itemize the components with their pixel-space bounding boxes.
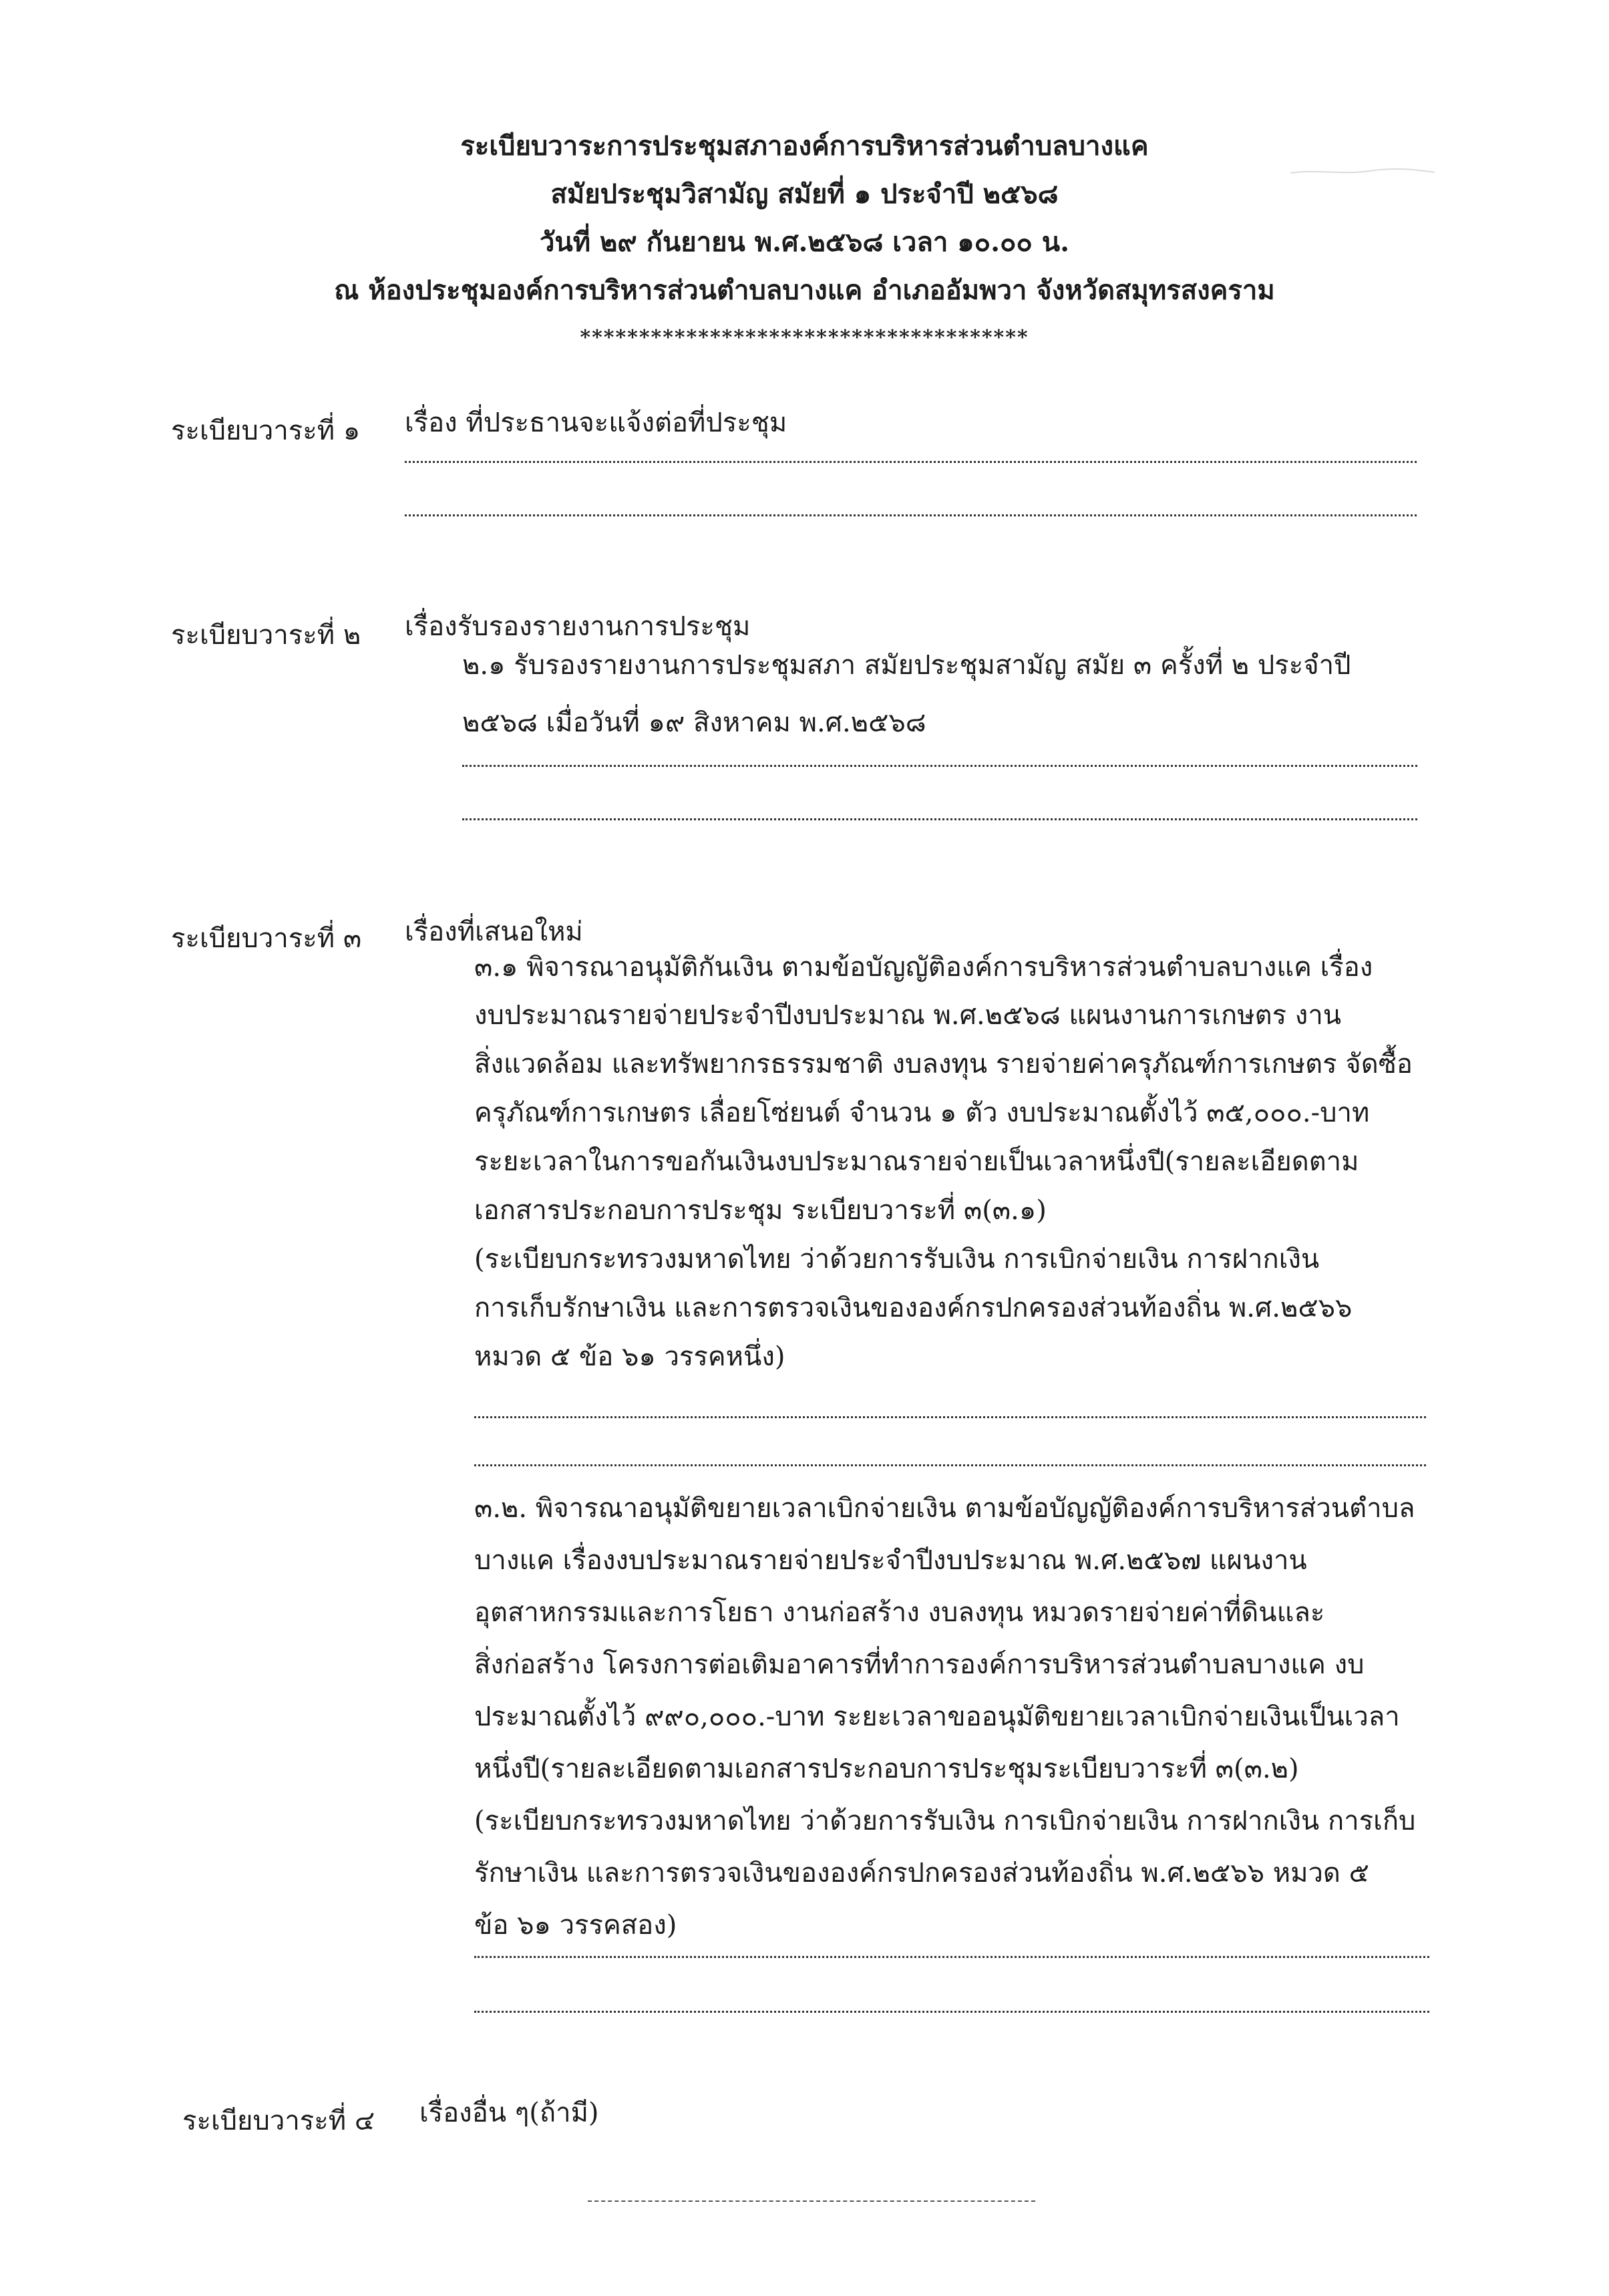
agenda-3-1-line: หมวด ๕ ข้อ ๖๑ วรรคหนึ่ง) [474,1341,785,1372]
agenda-3-1-line: สิ่งแวดล้อม และทรัพยากรธรรมชาติ งบลงทุน รายจ่ายค่าครุภัณฑ์การเกษตร จัดซื้อ [474,1049,1413,1080]
fill-line [405,514,1417,516]
fill-line [474,1416,1426,1418]
fill-line [405,461,1417,463]
scan-smudge [1289,167,1436,176]
agenda-3-2-line: รักษาเงิน และการตรวจเงินขององค์กรปกครองส่วนท้องถิ่น พ.ศ.๒๕๖๖ หมวด ๕ [474,1858,1369,1889]
agenda-3-2-line: ๓.๒. พิจารณาอนุมัติขยายเวลาเบิกจ่ายเงิน ตามข้อบัญญัติองค์การบริหารส่วนตำบล [474,1493,1415,1524]
agenda-4-label: ระเบียบวาระที่ ๔ [182,2106,375,2136]
agenda-3-1-line: เอกสารประกอบการประชุม ระเบียบวาระที่ ๓(๓.๑) [474,1195,1047,1226]
agenda-3-2-line: ข้อ ๖๑ วรรคสอง) [474,1910,677,1941]
agenda-3-subject: เรื่องที่เสนอใหม่ [405,917,583,947]
agenda-3-2-line: หนึ่งปี(รายละเอียดตามเอกสารประกอบการประชุมระเบียบวาระที่ ๓(๓.๒) [474,1754,1299,1784]
agenda-3-2-line: อุตสาหกรรมและการโยธา งานก่อสร้าง งบลงทุน หมวดรายจ่ายค่าที่ดินและ [474,1597,1325,1628]
agenda-3-1-line: ๓.๑ พิจารณาอนุมัติกันเงิน ตามข้อบัญญัติองค์การบริหารส่วนตำบลบางแค เรื่อง [474,952,1373,983]
agenda-1-subject: เรื่อง ที่ประธานจะแจ้งต่อที่ประชุม [405,407,787,438]
agenda-3-label: ระเบียบวาระที่ ๓ [171,923,362,954]
agenda-3-1-line: (ระเบียบกระทรวงมหาดไทย ว่าด้วยการรับเงิน การเบิกจ่ายเงิน การฝากเงิน [474,1244,1320,1275]
fill-line [474,1956,1429,1958]
agenda-2-1-line-1: ๒.๑ รับรองรายงานการประชุมสภา สมัยประชุมสามัญ สมัย ๓ ครั้งที่ ๒ ประจำปี [462,650,1351,681]
header-line-1: ระเบียบวาระการประชุมสภาองค์การบริหารส่วนตำบลบางแค [460,130,1149,162]
agenda-3-2-line: บางแค เรื่องงบประมาณรายจ่ายประจำปีงบประมาณ พ.ศ.๒๕๖๗ แผนงาน [474,1545,1307,1576]
agenda-3-1-line: ระยะเวลาในการขอกันเงินงบประมาณรายจ่ายเป็นเวลาหนึ่งปี(รายละเอียดตาม [474,1146,1359,1177]
agenda-3-2-line: (ระเบียบกระทรวงมหาดไทย ว่าด้วยการรับเงิน การเบิกจ่ายเงิน การฝากเงิน การเก็บ [474,1806,1416,1836]
agenda-4-subject: เรื่องอื่น ๆ(ถ้ามี) [419,2098,599,2128]
header-line-3: วันที่ ๒๙ กันยายน พ.ศ.๒๕๖๘ เวลา ๑๐.๐๐ น. [539,226,1070,258]
fill-line [462,818,1417,820]
agenda-3-1-line: ครุภัณฑ์การเกษตร เลื่อยโซ่ยนต์ จำนวน ๑ ตัว งบประมาณตั้งไว้ ๓๕,๐๐๐.-บาท [474,1098,1370,1128]
agenda-2-label: ระเบียบวาระที่ ๒ [171,620,361,651]
header-line-4: ณ ห้องประชุมองค์การบริหารส่วนตำบลบางแค อำเภออัมพวา จังหวัดสมุทรสงคราม [334,275,1275,306]
header-separator: ************************************** [580,326,1029,349]
agenda-3-2-line: ประมาณตั้งไว้ ๙๙๐,๐๐๐.-บาท ระยะเวลาขออนุมัติขยายเวลาเบิกจ่ายเงินเป็นเวลา [474,1701,1400,1732]
agenda-3-1-line: งบประมาณรายจ่ายประจำปีงบประมาณ พ.ศ.๒๕๖๘ แผนงานการเกษตร งาน [474,1000,1342,1031]
footer-rule [588,2200,1035,2202]
header-line-2: สมัยประชุมวิสามัญ สมัยที่ ๑ ประจำปี ๒๕๖๘ [550,178,1059,210]
fill-line [474,2011,1429,2013]
fill-line [474,1464,1426,1466]
agenda-2-subject: เรื่องรับรองรายงานการประชุม [405,611,751,642]
agenda-1-label: ระเบียบวาระที่ ๑ [171,416,361,446]
fill-line [462,765,1417,767]
agenda-2-1-line-2: ๒๕๖๘ เมื่อวันที่ ๑๙ สิงหาคม พ.ศ.๒๕๖๘ [462,707,926,738]
agenda-3-1-line: การเก็บรักษาเงิน และการตรวจเงินขององค์กรปกครองส่วนท้องถิ่น พ.ศ.๒๕๖๖ [474,1293,1353,1323]
agenda-3-2-line: สิ่งก่อสร้าง โครงการต่อเติมอาคารที่ทำการองค์การบริหารส่วนตำบลบางแค งบ [474,1649,1365,1680]
